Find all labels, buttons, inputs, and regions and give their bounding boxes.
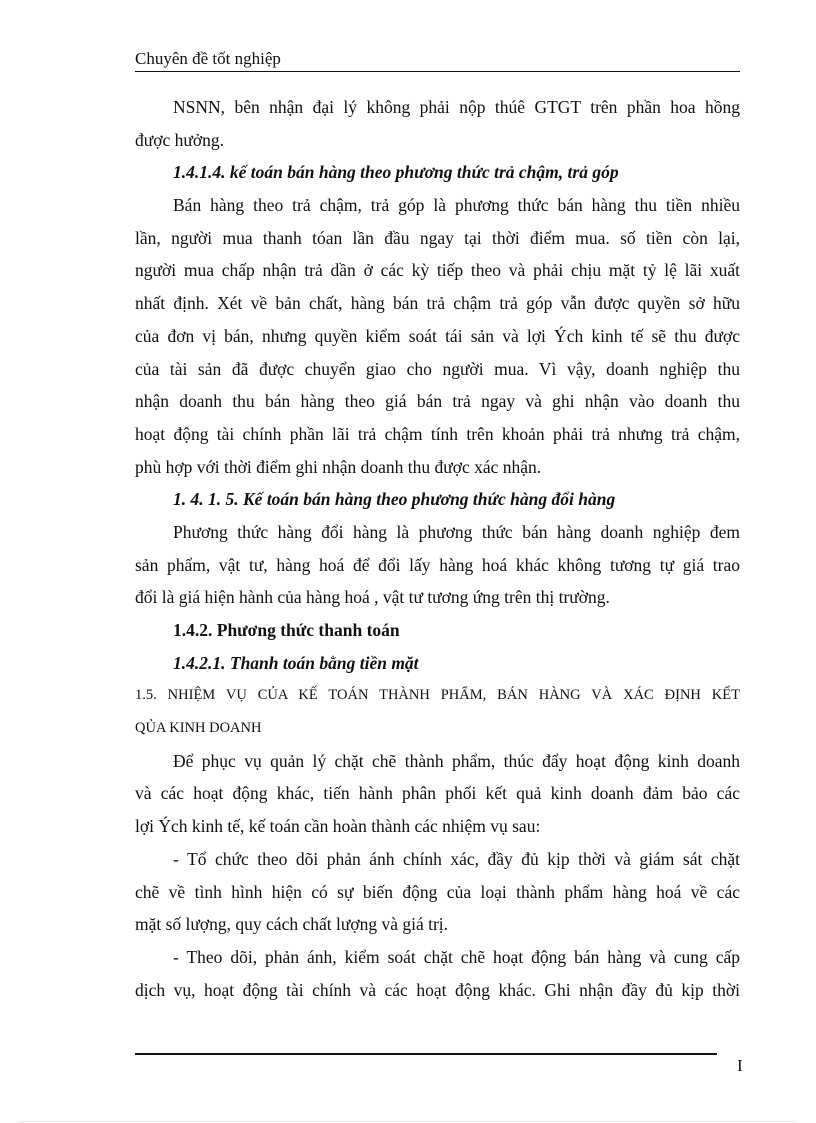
paragraph-line: và các hoạt động khác, tiến hành phân phối kết quả kinh doanh đảm bảo các <box>135 783 740 804</box>
paragraph-line: dịch vụ, hoạt động tài chính và các hoạt động khác. Ghi nhận đầy đủ kịp thời <box>135 979 740 1000</box>
section-heading: 1.4.1.4. kế toán bán hàng theo phương thức trả chậm, trả góp <box>173 162 619 183</box>
paragraph-line: chẽ về tình hình hiện có sự biến động của loại thành phẩm hàng hoá về các <box>135 881 740 902</box>
paragraph-line: hoạt động tài chính phần lãi trả chậm tính trên khoản phải trả nhưng trả chậm, <box>135 423 740 444</box>
chapter-heading: QỦA KINH DOANH <box>135 720 262 737</box>
paragraph-line: được hưởng. <box>135 129 224 150</box>
paragraph-line: sản phẩm, vật tư, hàng hoá để đổi lấy hàng hoá khác không tương tự giá trao <box>135 554 740 575</box>
paragraph-line: người mua chấp nhận trả dần ở các kỳ tiếp theo và phải chịu mặt tỷ lệ lãi xuất <box>135 260 740 281</box>
paragraph-line: của đơn vị bán, nhưng quyền kiểm soát tái sản và lợi Ých kinh tế sẽ thu được <box>135 325 740 346</box>
paragraph-line: đổi là giá hiện hành của hàng hoá , vật tư tương ứng trên thị trường. <box>135 587 610 608</box>
paragraph-line: NSNN, bên nhận đại lý không phải nộp thúê GTGT trên phần hoa hồng <box>173 97 740 117</box>
chapter-heading: 1.5. NHIỆM VỤ CỦA KẾ TOÁN THÀNH PHẨM, BÁN HÀNG VÀ XÁC ĐỊNH KẾT <box>135 687 740 704</box>
page-header <box>135 47 740 72</box>
paragraph-line: mặt số lượng, quy cách chất lượng và giá trị. <box>135 914 449 935</box>
section-heading: 1. 4. 1. 5. Kế toán bán hàng theo phương thức hàng đổi hàng <box>173 489 616 510</box>
page-number: I <box>737 1056 743 1075</box>
paragraph-line: Phương thức hàng đổi hàng là phương thức bán hàng doanh nghiệp đem <box>173 521 740 542</box>
paragraph-line: nhất định. Xét về bản chất, hàng bán trả chậm trả góp vẫn được quyền sở hữu <box>135 293 740 314</box>
paragraph-line: nhận doanh thu bán hàng theo giá bán trả ngay và ghi nhận vào doanh thu <box>135 391 740 412</box>
paragraph-line: lợi Ých kinh tế, kế toán cần hoàn thành các nhiệm vụ sau: <box>135 816 541 837</box>
section-heading: 1.4.2. Phương thức thanh toán <box>173 620 400 640</box>
paragraph-line: - Theo dõi, phản ánh, kiểm soát chặt chẽ hoạt động bán hàng và cung cấp <box>173 946 740 967</box>
section-heading: 1.4.2.1. Thanh toán bằng tiền mặt <box>173 652 419 673</box>
paragraph-line: lần, người mua thanh tóan lần đầu ngay tại thời điểm mua. số tiền còn lại, <box>135 227 740 248</box>
paragraph-line: của tài sản đã được chuyển giao cho người mua. Vì vậy, doanh nghiệp thu <box>135 358 740 379</box>
page-edge-divider <box>20 1121 796 1122</box>
header-title: Chuyên đề tốt nghiệp <box>135 49 281 68</box>
paragraph-line: Để phục vụ quản lý chặt chẽ thành phẩm, thúc đẩy hoạt động kinh doanh <box>173 750 740 771</box>
paragraph-line: - Tổ chức theo dõi phản ánh chính xác, đầy đủ kịp thời và giám sát chặt <box>173 848 740 869</box>
footer-rule <box>135 1053 717 1055</box>
paragraph-line: phù hợp với thời điểm ghi nhận doanh thu được xác nhận. <box>135 456 542 477</box>
paragraph-line: Bán hàng theo trả chậm, trả góp là phương thức bán hàng thu tiền nhiều <box>173 195 740 216</box>
document-body <box>135 91 740 1006</box>
